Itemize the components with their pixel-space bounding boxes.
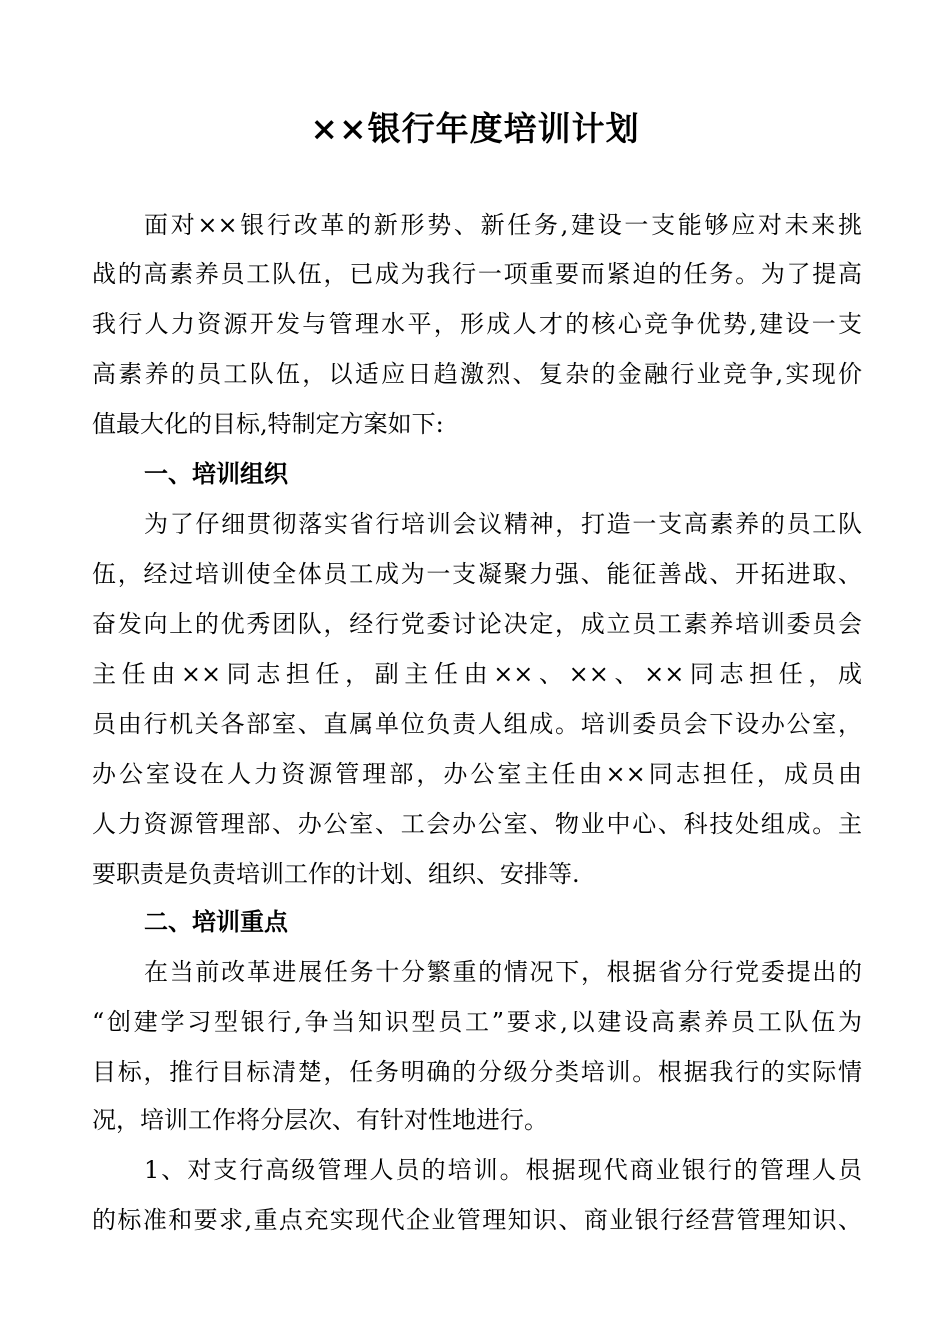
section2-line-2: “创建学习型银行,争当知识型员工”要求,以建设高素养员工队伍为 [92, 1008, 862, 1036]
section-heading-focus: 二、培训重点 [144, 907, 288, 936]
intro-line-3: 我行人力资源开发与管理水平，形成人才的核心竞争优势,建设一支 [92, 310, 862, 338]
section2-line-1: 在当前改革进展任务十分繁重的情况下，根据省分行党委提出的 [144, 958, 862, 986]
section2-line-4: 况，培训工作将分层次、有针对性地进行。 [92, 1106, 548, 1134]
section1-line-8: 要职责是负责培训工作的计划、组织、安排等. [92, 860, 580, 888]
intro-line-4: 高素养的员工队伍，以适应日趋激烈、复杂的金融行业竞争,实现价 [92, 360, 862, 388]
section1-line-2: 伍，经过培训使全体员工成为一支凝聚力强、能征善战、开拓进取、 [92, 560, 862, 588]
section1-line-6: 办公室设在人力资源管理部，办公室主任由××同志担任，成员由 [92, 760, 862, 788]
intro-line-1: 面对××银行改革的新形势、新任务,建设一支能够应对未来挑 [144, 211, 862, 239]
section2-item1-line-2: 的标准和要求,重点充实现代企业管理知识、商业银行经营管理知识、 [92, 1206, 862, 1234]
section1-line-5: 员由行机关各部室、直属单位负责人组成。培训委员会下设办公室， [92, 710, 862, 738]
intro-line-5: 值最大化的目标,特制定方案如下: [92, 410, 444, 438]
intro-line-2: 战的高素养员工队伍，已成为我行一项重要而紧迫的任务。为了提高 [92, 260, 862, 288]
section1-line-1: 为了仔细贯彻落实省行培训会议精神，打造一支高素养的员工队 [144, 510, 862, 538]
section-heading-organization: 一、培训组织 [144, 459, 288, 488]
section1-line-7: 人力资源管理部、办公室、工会办公室、物业中心、科技处组成。主 [92, 810, 862, 838]
section1-line-3: 奋发向上的优秀团队，经行党委讨论决定，成立员工素养培训委员会 [92, 610, 862, 638]
document-title: ××银行年度培训计划 [310, 109, 640, 148]
section2-line-3: 目标，推行目标清楚，任务明确的分级分类培训。根据我行的实际情 [92, 1058, 862, 1086]
section2-item1-line-1: 1、对支行高级管理人员的培训。根据现代商业银行的管理人员 [144, 1156, 862, 1184]
section1-line-4: 主任由××同志担任，副主任由××、××、××同志担任，成 [92, 660, 862, 688]
